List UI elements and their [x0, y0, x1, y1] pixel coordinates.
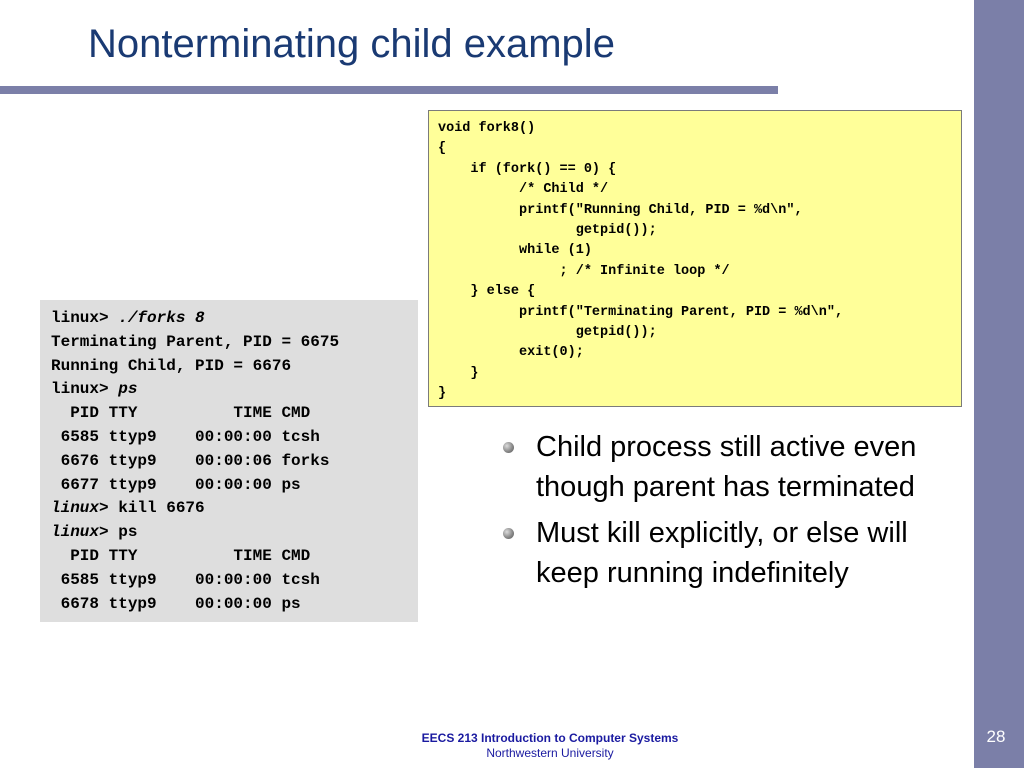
code-line: printf("Running Child, PID = %d\n", [438, 202, 803, 218]
shell-prompt: linux> [51, 523, 109, 542]
code-line: /* Child */ [438, 182, 609, 198]
title-underline-bar [0, 86, 778, 94]
code-line: getpid()); [438, 325, 657, 341]
terminal-output-line: Running Child, PID = 6676 [51, 356, 292, 375]
code-line: if (fork() == 0) { [438, 161, 617, 177]
slide-footer [350, 731, 750, 761]
typed-command: ./forks 8 [118, 309, 205, 327]
bullet-list [500, 427, 950, 599]
ps-row: 6676 ttyp9 00:00:06 forks [51, 451, 330, 470]
sphere-bullet-icon [503, 442, 514, 453]
terminal-session-box [40, 300, 418, 622]
ps-row: 6678 ttyp9 00:00:00 ps [51, 594, 301, 613]
ps-row: 6677 ttyp9 00:00:00 ps [51, 475, 301, 494]
page-number: 28 [986, 727, 1006, 746]
bullet-item [500, 513, 950, 593]
typed-command: ps [118, 380, 138, 399]
code-line: exit(0); [438, 345, 584, 361]
shell-prompt: linux> [51, 380, 109, 399]
footer-course: EECS 213 Introduction to Computer Systems [421, 731, 679, 745]
code-line: ; /* Infinite loop */ [438, 263, 730, 279]
code-line: } else { [438, 284, 536, 300]
typed-command: kill 6676 [118, 499, 205, 518]
code-listing [429, 111, 961, 405]
code-line: while (1) [438, 243, 592, 259]
typed-command: ps [118, 523, 138, 542]
slide-title: Nonterminating child example [88, 22, 615, 66]
code-listing-box [428, 110, 962, 407]
code-line: printf("Terminating Parent, PID = %d\n", [438, 304, 844, 320]
shell-prompt: linux> [51, 309, 109, 327]
footer-university: Northwestern University [486, 746, 614, 760]
bullet-item [500, 427, 950, 507]
code-line: void fork8() [438, 121, 536, 136]
bullet-text: Child process still active even though parent has terminated [536, 431, 917, 503]
terminal-output-line: Terminating Parent, PID = 6675 [51, 332, 340, 351]
sphere-bullet-icon [503, 528, 514, 539]
ps-header: PID TTY TIME CMD [51, 546, 311, 565]
code-line: } [438, 365, 479, 381]
ps-header: PID TTY TIME CMD [51, 404, 311, 423]
code-line: } [438, 386, 447, 402]
ps-row: 6585 ttyp9 00:00:00 tcsh [51, 427, 320, 446]
code-line: { [438, 141, 447, 157]
code-line: getpid()); [438, 223, 657, 239]
bullet-text: Must kill explicitly, or else will keep running indefinitely [536, 517, 908, 589]
shell-prompt: linux> [51, 499, 109, 518]
ps-row: 6585 ttyp9 00:00:00 tcsh [51, 570, 320, 589]
terminal-output [40, 300, 418, 616]
right-sidebar-band [974, 0, 1024, 768]
